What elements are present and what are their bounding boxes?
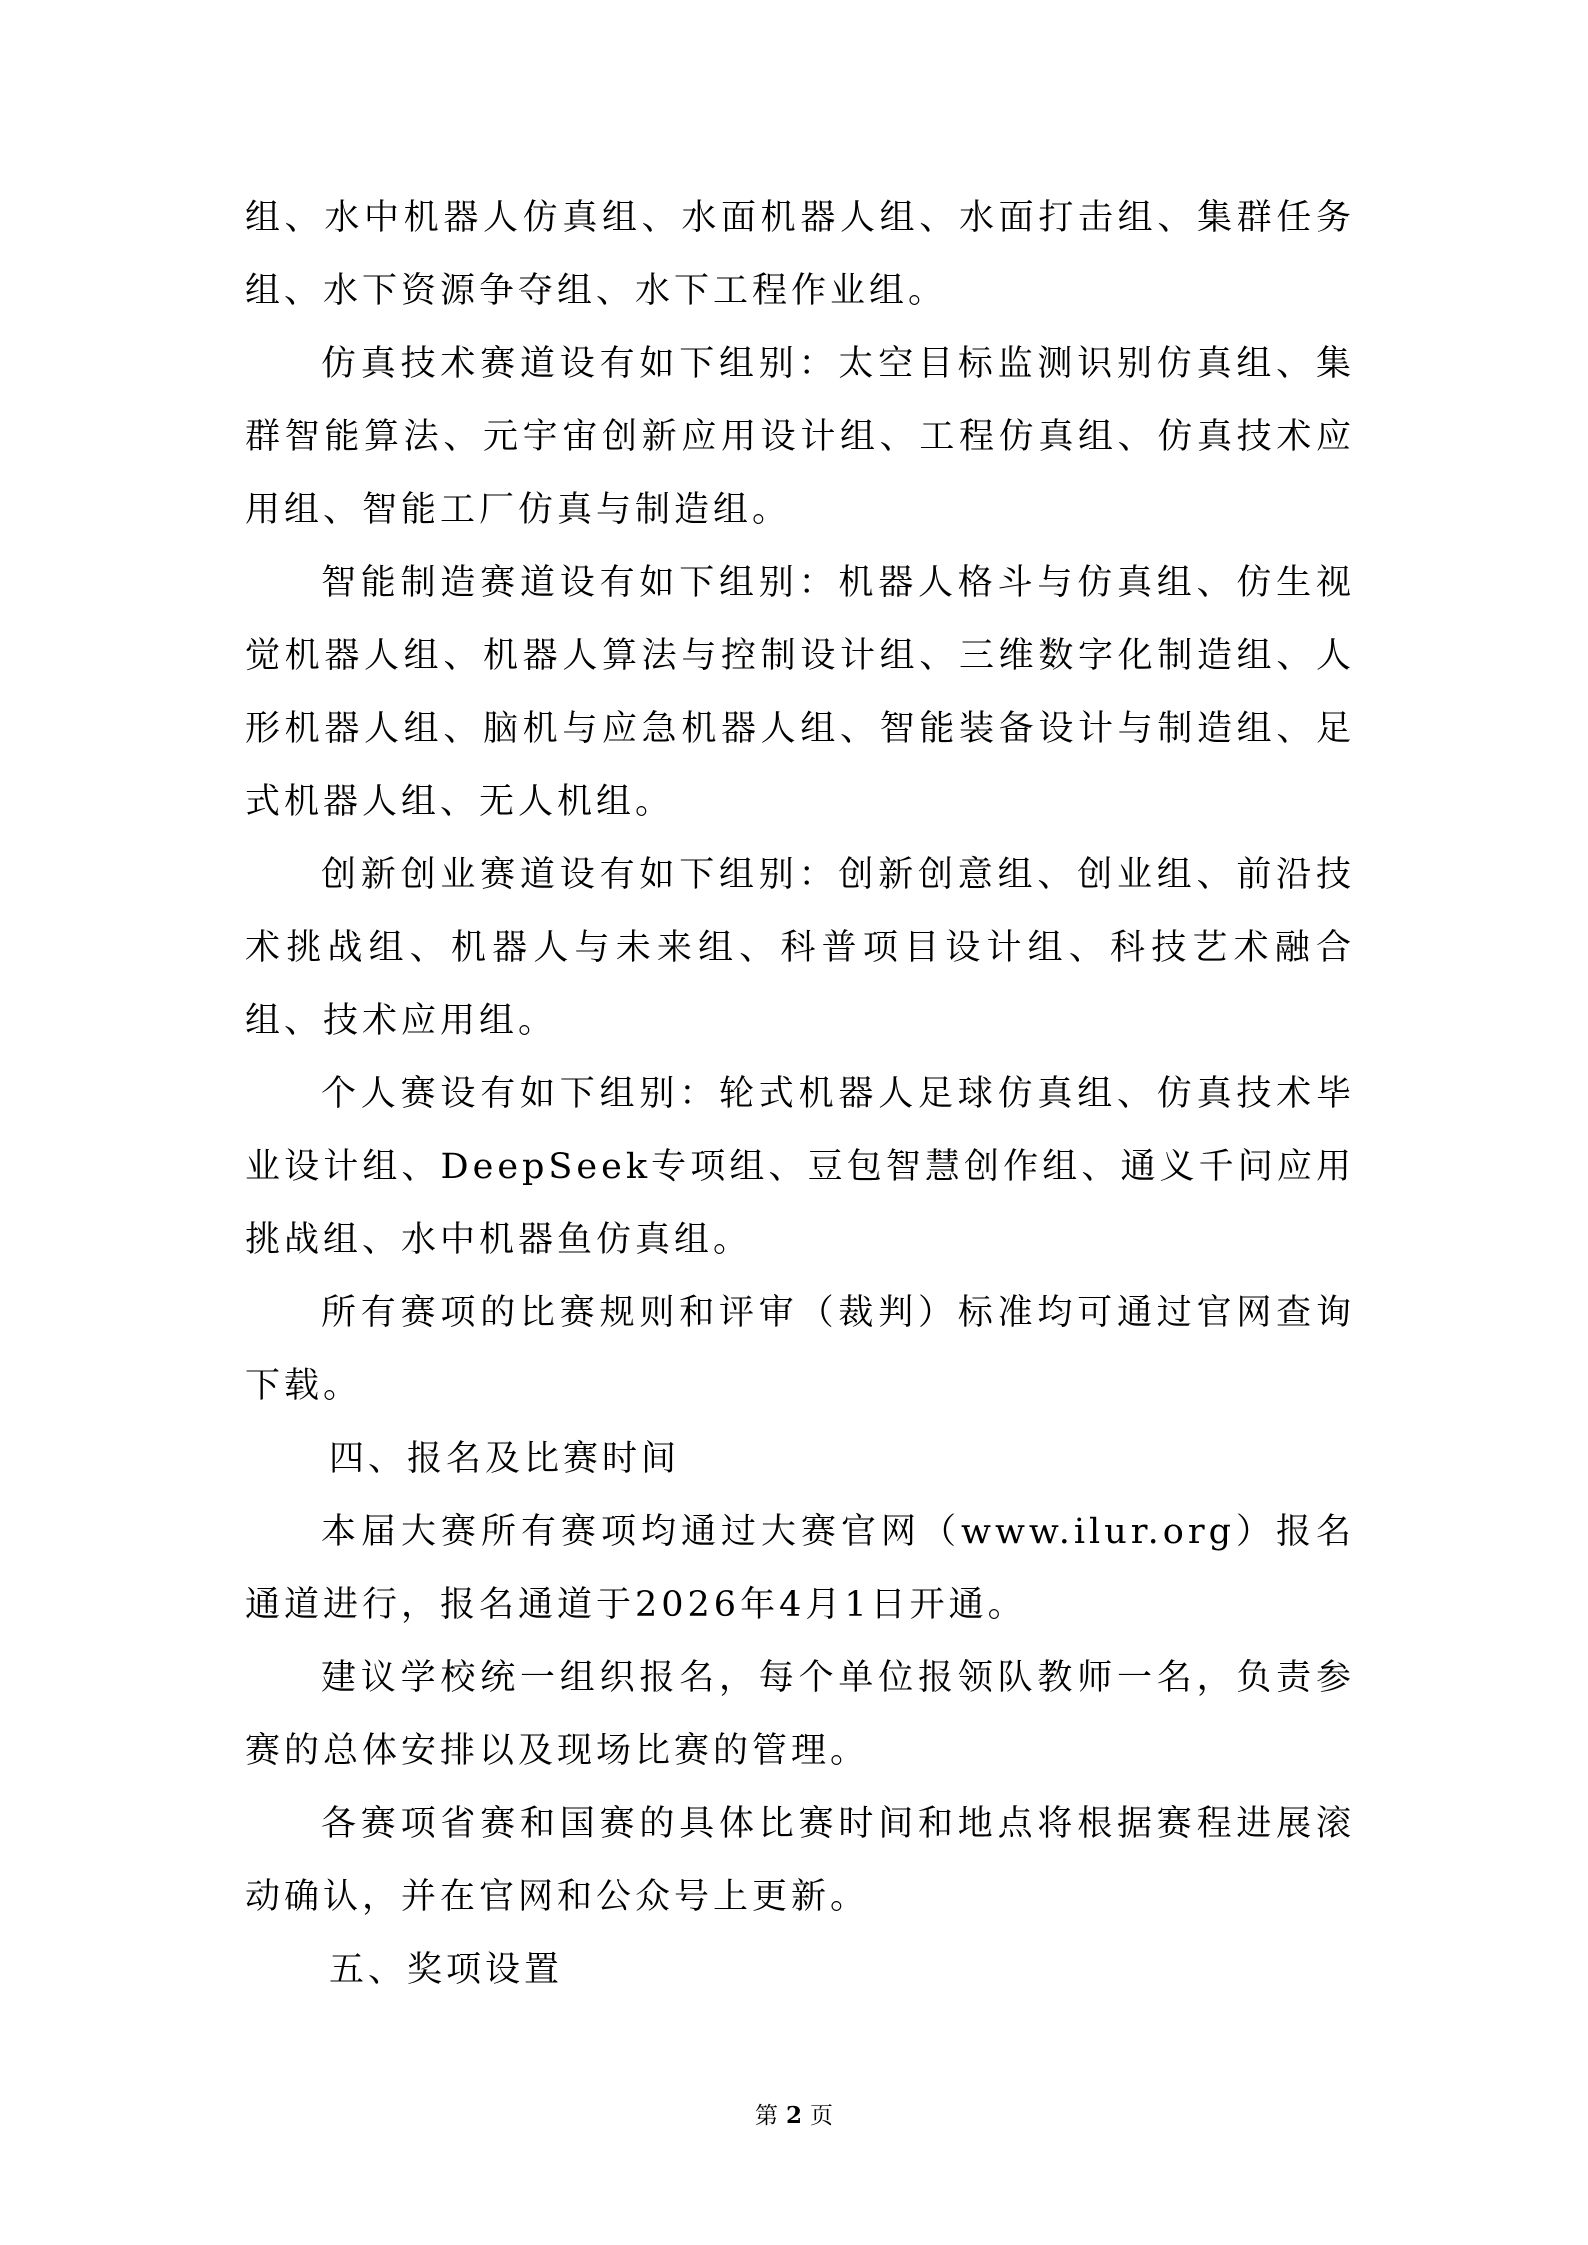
section-heading-awards: 五、奖项设置: [329, 1950, 564, 1990]
paragraph-innovation-entrepreneurship-track: 创新创业赛道设有如下组别：创新创意组、创业组、前沿技术挑战组、机器人与未来组、科普项目设计组、科技艺术融合组、技术应用组。: [245, 855, 1355, 1041]
paragraph-schedule-updates: 各赛项省赛和国赛的具体比赛时间和地点将根据赛程进展滚动确认，并在官网和公众号上更新。: [245, 1804, 1355, 1917]
document-body: [245, 182, 1355, 2007]
paragraph-simulation-track: 仿真技术赛道设有如下组别：太空目标监测识别仿真组、集群智能算法、元宇宙创新应用设计组、工程仿真组、仿真技术应用组、智能工厂仿真与制造组。: [245, 344, 1355, 530]
page-number: 2: [785, 2102, 802, 2129]
paragraph-rules-download: 所有赛项的比赛规则和评审（裁判）标准均可通过官网查询下载。: [245, 1293, 1355, 1406]
section-heading-registration: 四、报名及比赛时间: [329, 1439, 681, 1479]
paragraph-water-robot-groups: 组、水中机器人仿真组、水面机器人组、水面打击组、集群任务组、水下资源争夺组、水下工程作业组。: [245, 198, 1355, 311]
paragraph-registration-channel: 本届大赛所有赛项均通过大赛官网（www.ilur.org）报名通道进行，报名通道于2026年4月1日开通。: [245, 1512, 1355, 1625]
page-number-suffix: 页: [810, 2103, 833, 2129]
page-footer: [0, 2100, 1588, 2132]
paragraph-intelligent-manufacturing-track: 智能制造赛道设有如下组别：机器人格斗与仿真组、仿生视觉机器人组、机器人算法与控制设计组、三维数字化制造组、人形机器人组、脑机与应急机器人组、智能装备设计与制造组、足式机器人组、无人机组。: [245, 563, 1355, 822]
page-number-prefix: 第: [754, 2103, 778, 2129]
paragraph-school-registration: 建议学校统一组织报名，每个单位报领队教师一名，负责参赛的总体安排以及现场比赛的管理。: [245, 1658, 1355, 1771]
paragraph-individual-competition: 个人赛设有如下组别：轮式机器人足球仿真组、仿真技术毕业设计组、DeepSeek专项组、豆包智慧创作组、通义千问应用挑战组、水中机器鱼仿真组。: [245, 1074, 1355, 1260]
